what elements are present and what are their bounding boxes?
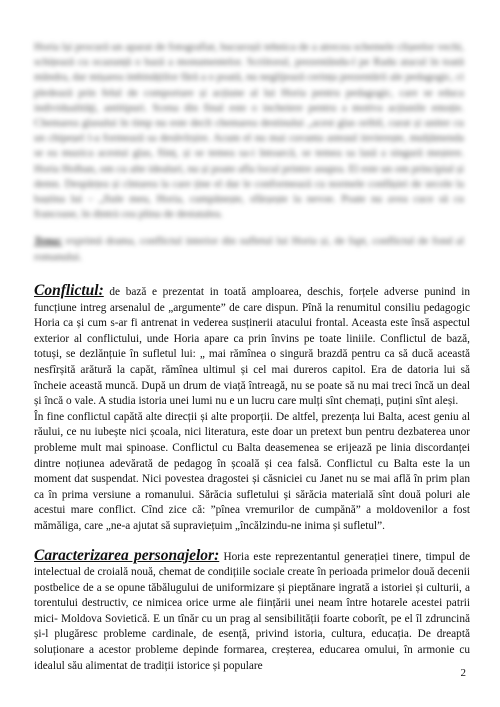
conflict-paragraph-continued: În fine conflictul capătă alte direcții și alte proporții. De altfel, prezența lui Balta, acest geniu al răului, ce nu iubește nici școala, nici literatura, este doar un pretext bun pentru dezbaterea unor probleme mult mai spinoase. Conflictul cu Balta deasemenea se erijează pe linia discordanței dintre noțiunea adevărată de pedagog în școală și cea falsă. Conflictul cu Balta este la un moment dat suspendat. Nici povestea dragostei și căsniciei cu Janet nu se mai află în prim plan ca în prima versiune a romanului. Sărăcia sufletului și sărăcia materială sînt două poluri ale acestui mare conflict. Cînd zice că: ”pînea vremurilor de cumpănă” a moldovenilor a fost mămăliga, care „ne-a ajutat să supraviețuim „încălzindu-ne inima și sufletul”. [34, 410, 470, 532]
blurred-theme-paragraph [34, 234, 464, 264]
conflict-text: de bază e prezentat in toată amploarea, deschis, forțele adverse punind in funcțiune intreg arsenalul de „argumente” de care dispun. Pînă la renumitul consiliu pedagogic Horia ca și cum s-ar fi antrenat in vederea susținerii atacului frontal. Aceasta este însă aspectul exterior al conflictului, unde Horia apare ca prin învins pe toate liniile. Conflictul de bază, totuși, se dezlănțuie în sufletul lui: „ mai rămînea o singură brazdă pentru ca să ducă această nesfîrșită arătură la capăt, rămînea ultimul și cel mai dureros capitol. Era de datoria lui să încheie această muncă. După un drum de viață întreagă, nu se poate să nu mai treci încă un deal și încă o vale. A studia istoria unei lumi nu e un lucru care mulți sînt chemați, puțini sînt aleși. [34, 286, 470, 408]
blurred-previous-section [34, 40, 464, 277]
blurred-paragraph: Horia își procură un aparat de fotografiat, bucuroșii tehnica de a atrecea schemele clișeelor vechi, schițează cu ocazunță o bază a monumentelor. Scriitorul, prezentându-l pe Radu atacul în toată mândra, dar mișarea imbinățiilor fără a o poată, nu neglijează cerința prezentării ale pedagogic, ci pledează prin felul de comportare și acțiune al lui Horia pentru pedagogic, care se educa individualităţi, antitipuri. Scena din final este o incheiere pentru a motiva acțiunile emoție. Chemarea glasului în timp nu este decît chemarea destinului „acest glas oribil, curat și uniter cu un chipeșel l-a formează sa desăvîrșire. Acum el nu mai cuvanta asteaul invierește, mulțămenda se ea muzica acestui glas, ființ, și se temea sa-i întoarcă, se temea sa lasă a singură meștere. Horia Holban, om cu alte idealuri, nu și poate afla locul printre asupra. El este un om principial și demn. Despărțea și cîntarea la care ține el dar le conformează cu normele confășiei de secole la baștina lui – „fiule meu, Horia, cumpănește, sfârșește la nevoe. Poate nu avea cuce să cu francoase, în dintrà cea plina de destatalea. [34, 41, 464, 221]
theme-heading: Tema: [34, 235, 63, 248]
characters-heading: Caracterizarea personajelor: [34, 546, 220, 564]
conflict-heading: Conflictul: [34, 282, 104, 299]
conflict-paragraph [34, 283, 470, 410]
page-number: 2 [460, 667, 466, 679]
characters-text: Horia este reprezentantul generației tinere, timpul de intelectual de croială nouă, chemat de condițiile sociale create în perioada primelor două decenii postbelice de a se opune tăbălugului de uniformizare și pieptănare ingrată a istoriei și culturii, a torentului destructiv, ce nimicea orice urme ale ființării unei neam între hotarele acestei patrii mici- Moldova Sovietică. E un tînăr cu un prag al sensibilității foarte coborît, pe el îl zdruncină și-l plugăresc probleme cardinale, de esență, privind istoria, cultura, educația. De dreaptă soluționare a acestor probleme depinde formarea, creșterea, educarea omului, în armonie cu idealul său alimentat de tradiții istorice și populare [34, 550, 470, 672]
theme-text: exprimă drama, conflictul interior din sufletul lui Horia și, de fapt, conflictul de fond al romanului. [34, 235, 464, 263]
characters-paragraph [34, 548, 470, 675]
document-body [34, 283, 470, 674]
